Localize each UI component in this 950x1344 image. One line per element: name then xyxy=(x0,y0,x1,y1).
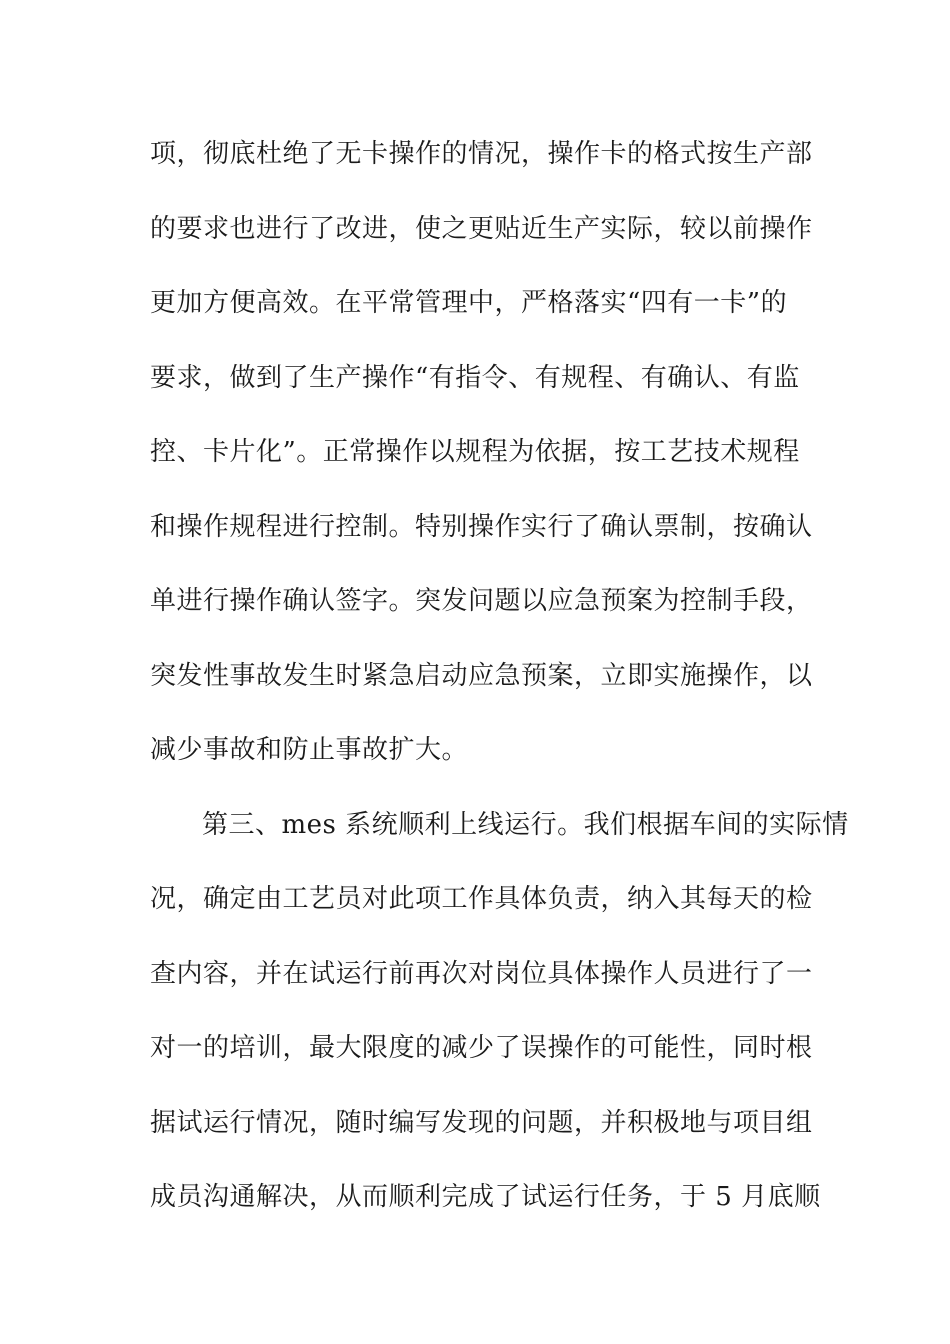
body-text xyxy=(150,128,849,1246)
text-line: 突发性事故发生时紧急启动应急预案，立即实施操作，以 xyxy=(150,660,813,691)
text-line: 况，确定由工艺员对此项工作具体负责，纳入其每天的检 xyxy=(150,884,813,914)
text-line: 查内容，并在试运行前再次对岗位具体操作人员进行了一 xyxy=(150,958,813,989)
text-line: 的要求也进行了改进，使之更贴近生产实际，较以前操作 xyxy=(150,213,813,244)
text-line: 要求，做到了生产操作“有指令、有规程、有确认、有监 xyxy=(150,362,800,393)
text-line: 和操作规程进行控制。特别操作实行了确认票制，按确认 xyxy=(150,511,813,542)
text-line: 减少事故和防止事故扩大。 xyxy=(150,735,469,765)
paragraph-start-line: 第三、mes 系统顺利上线运行。我们根据车间的实际情 xyxy=(202,809,849,840)
text-line: 单进行操作确认签字。突发问题以应急预案为控制手段， xyxy=(150,586,813,616)
text-line: 项，彻底杜绝了无卡操作的情况，操作卡的格式按生产部 xyxy=(150,139,813,169)
text-line: 控、卡片化”。正常操作以规程为依据，按工艺技术规程 xyxy=(150,437,800,467)
text-line: 对一的培训，最大限度的减少了误操作的可能性，同时根 xyxy=(150,1033,813,1063)
text-line: 更加方便高效。在平常管理中，严格落实“四有一卡”的 xyxy=(150,288,788,318)
text-line: 成员沟通解决，从而顺利完成了试运行任务，于 5 月底顺 xyxy=(150,1182,821,1212)
text-line: 据试运行情况，随时编写发现的问题，并积极地与项目组 xyxy=(150,1107,813,1138)
